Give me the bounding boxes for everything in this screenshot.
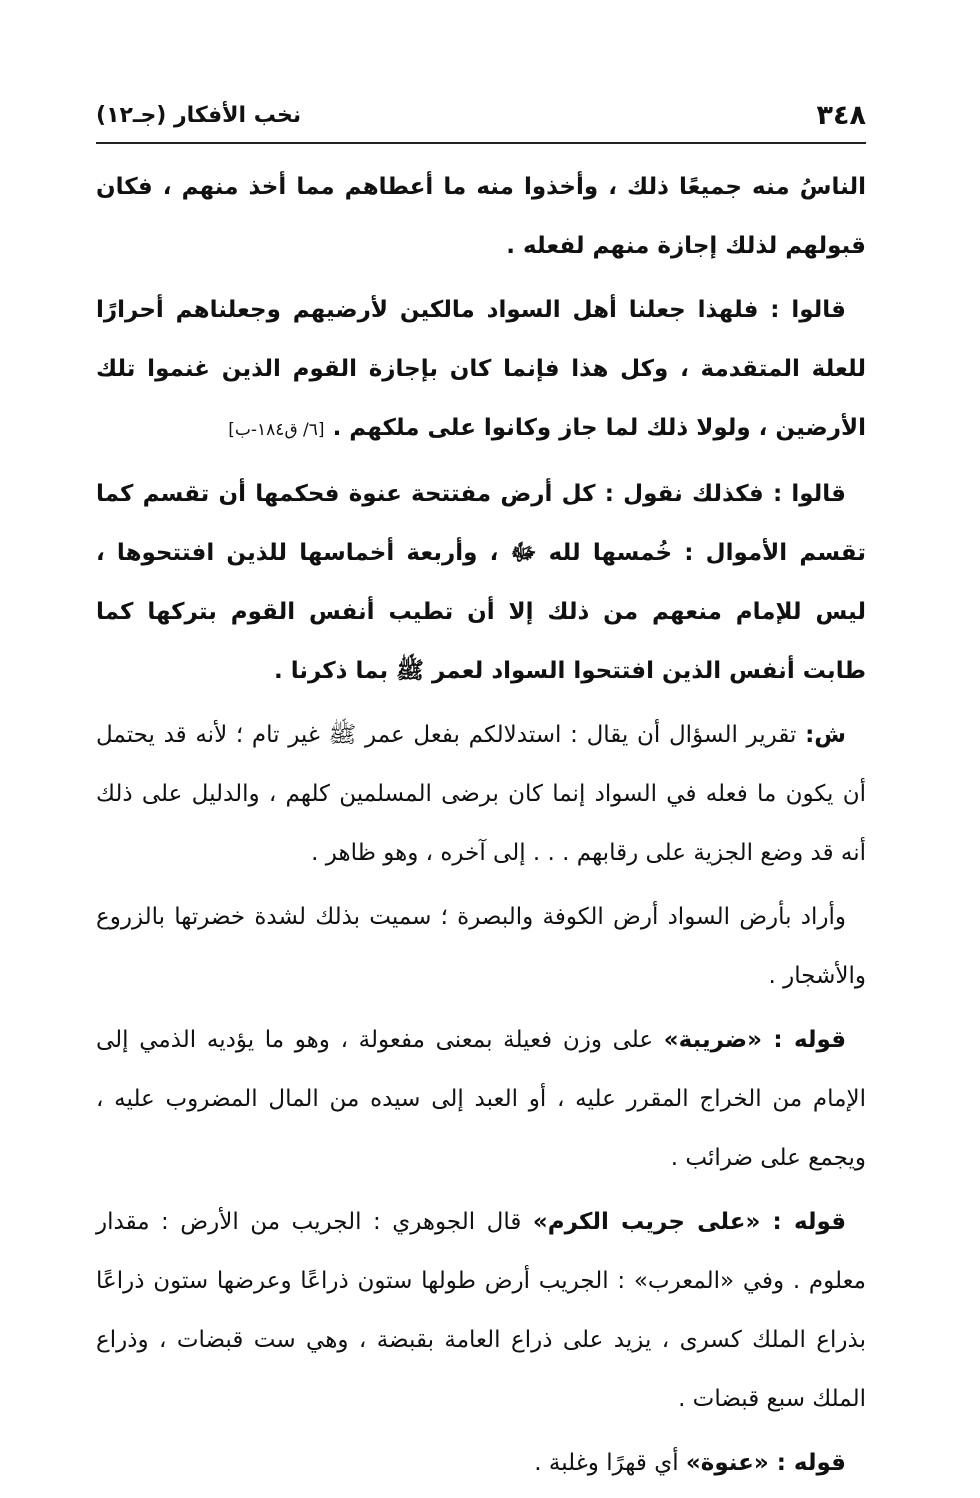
paragraph-3 (96, 465, 866, 701)
quoted-term: قوله : «ضريبة» (663, 1027, 847, 1053)
paragraph-7 (96, 1193, 866, 1429)
page-number: ٣٤٨ (816, 100, 866, 131)
paragraph-text: تقرير السؤال أن يقال : استدلالكم بفعل عمر ﷺ غير تام ؛ لأنه قد يحتمل أن يكون ما فعله في السواد إنما كان برضى المسلمين كلهم ، والدليل على ذلك أنه قد وضع الجزية على رقابهم . . . إلى آخره ، وهو ظاهر . (96, 722, 866, 866)
paragraph-text: وأراد بأرض السواد أرض الكوفة والبصرة ؛ سميت بذلك لشدة خضرتها بالزروع والأشجار . (96, 904, 866, 989)
running-title: نخب الأفكار (جـ١٢) (96, 103, 302, 128)
paragraph-2 (96, 281, 866, 460)
manuscript-reference: [٦/ ق١٨٤-ب] (228, 420, 325, 440)
paragraph-text: أي قهرًا وغلبة . (534, 1450, 679, 1476)
paragraph-4 (96, 706, 866, 883)
paragraph-text: قال الجوهري : الجريب من الأرض : مقدار معلوم . وفي «المعرب» : الجريب أرض طولها ستون ذراعًا وعرضها ستون ذراعًا بذراع الملك كسرى ، يزيد على ذراع العامة بقبضة ، وهي ست قبضات ، وذراع الملك سبع قبضات . (96, 1209, 866, 1412)
paragraph-1 (96, 158, 866, 276)
paragraph-text: قالوا : فكذلك نقول : كل أرض مفتتحة عنوة فحكمها أن تقسم كما تقسم الأموال : خُمسها لله ﷻ ، وأربعة أخماسها للذين افتتحوها ، ليس للإمام منعهم من ذلك إلا أن تطيب أنفس القوم بتركها كما طابت أنفس الذين افتتحوا السواد لعمر ﷺ بما ذكرنا . (96, 481, 866, 684)
paragraph-text: قالوا : فلهذا جعلنا أهل السواد مالكين لأرضيهم وجعلناهم أحرارًا للعلة المتقدمة ، وكل هذا فإنما كان بإجازة القوم الذين غنموا تلك الأرضين ، ولولا ذلك لما جاز وكانوا على ملكهم . (96, 297, 866, 441)
quoted-term: قوله : «عنوة» (685, 1450, 846, 1476)
paragraph-6 (96, 1011, 866, 1188)
paragraph-8 (96, 1434, 866, 1493)
quoted-term: قوله : «على جريب الكرم» (532, 1209, 847, 1235)
header-divider (96, 142, 866, 144)
page-header (96, 96, 866, 136)
paragraph-text: على وزن فعيلة بمعنى مفعولة ، وهو ما يؤديه الذمي إلى الإمام من الخراج المقرر عليه ، أو العبد إلى سيده من المال المضروب عليه ، ويجمع على ضرائب . (96, 1027, 866, 1171)
paragraph-text: الناسُ منه جميعًا ذلك ، وأخذوا منه ما أعطاهم مما أخذ منهم ، فكان قبولهم لذلك إجازة منهم لفعله . (96, 174, 866, 259)
page-body (96, 158, 866, 1498)
paragraph-5 (96, 888, 866, 1006)
commentary-label: ش: (805, 722, 846, 748)
